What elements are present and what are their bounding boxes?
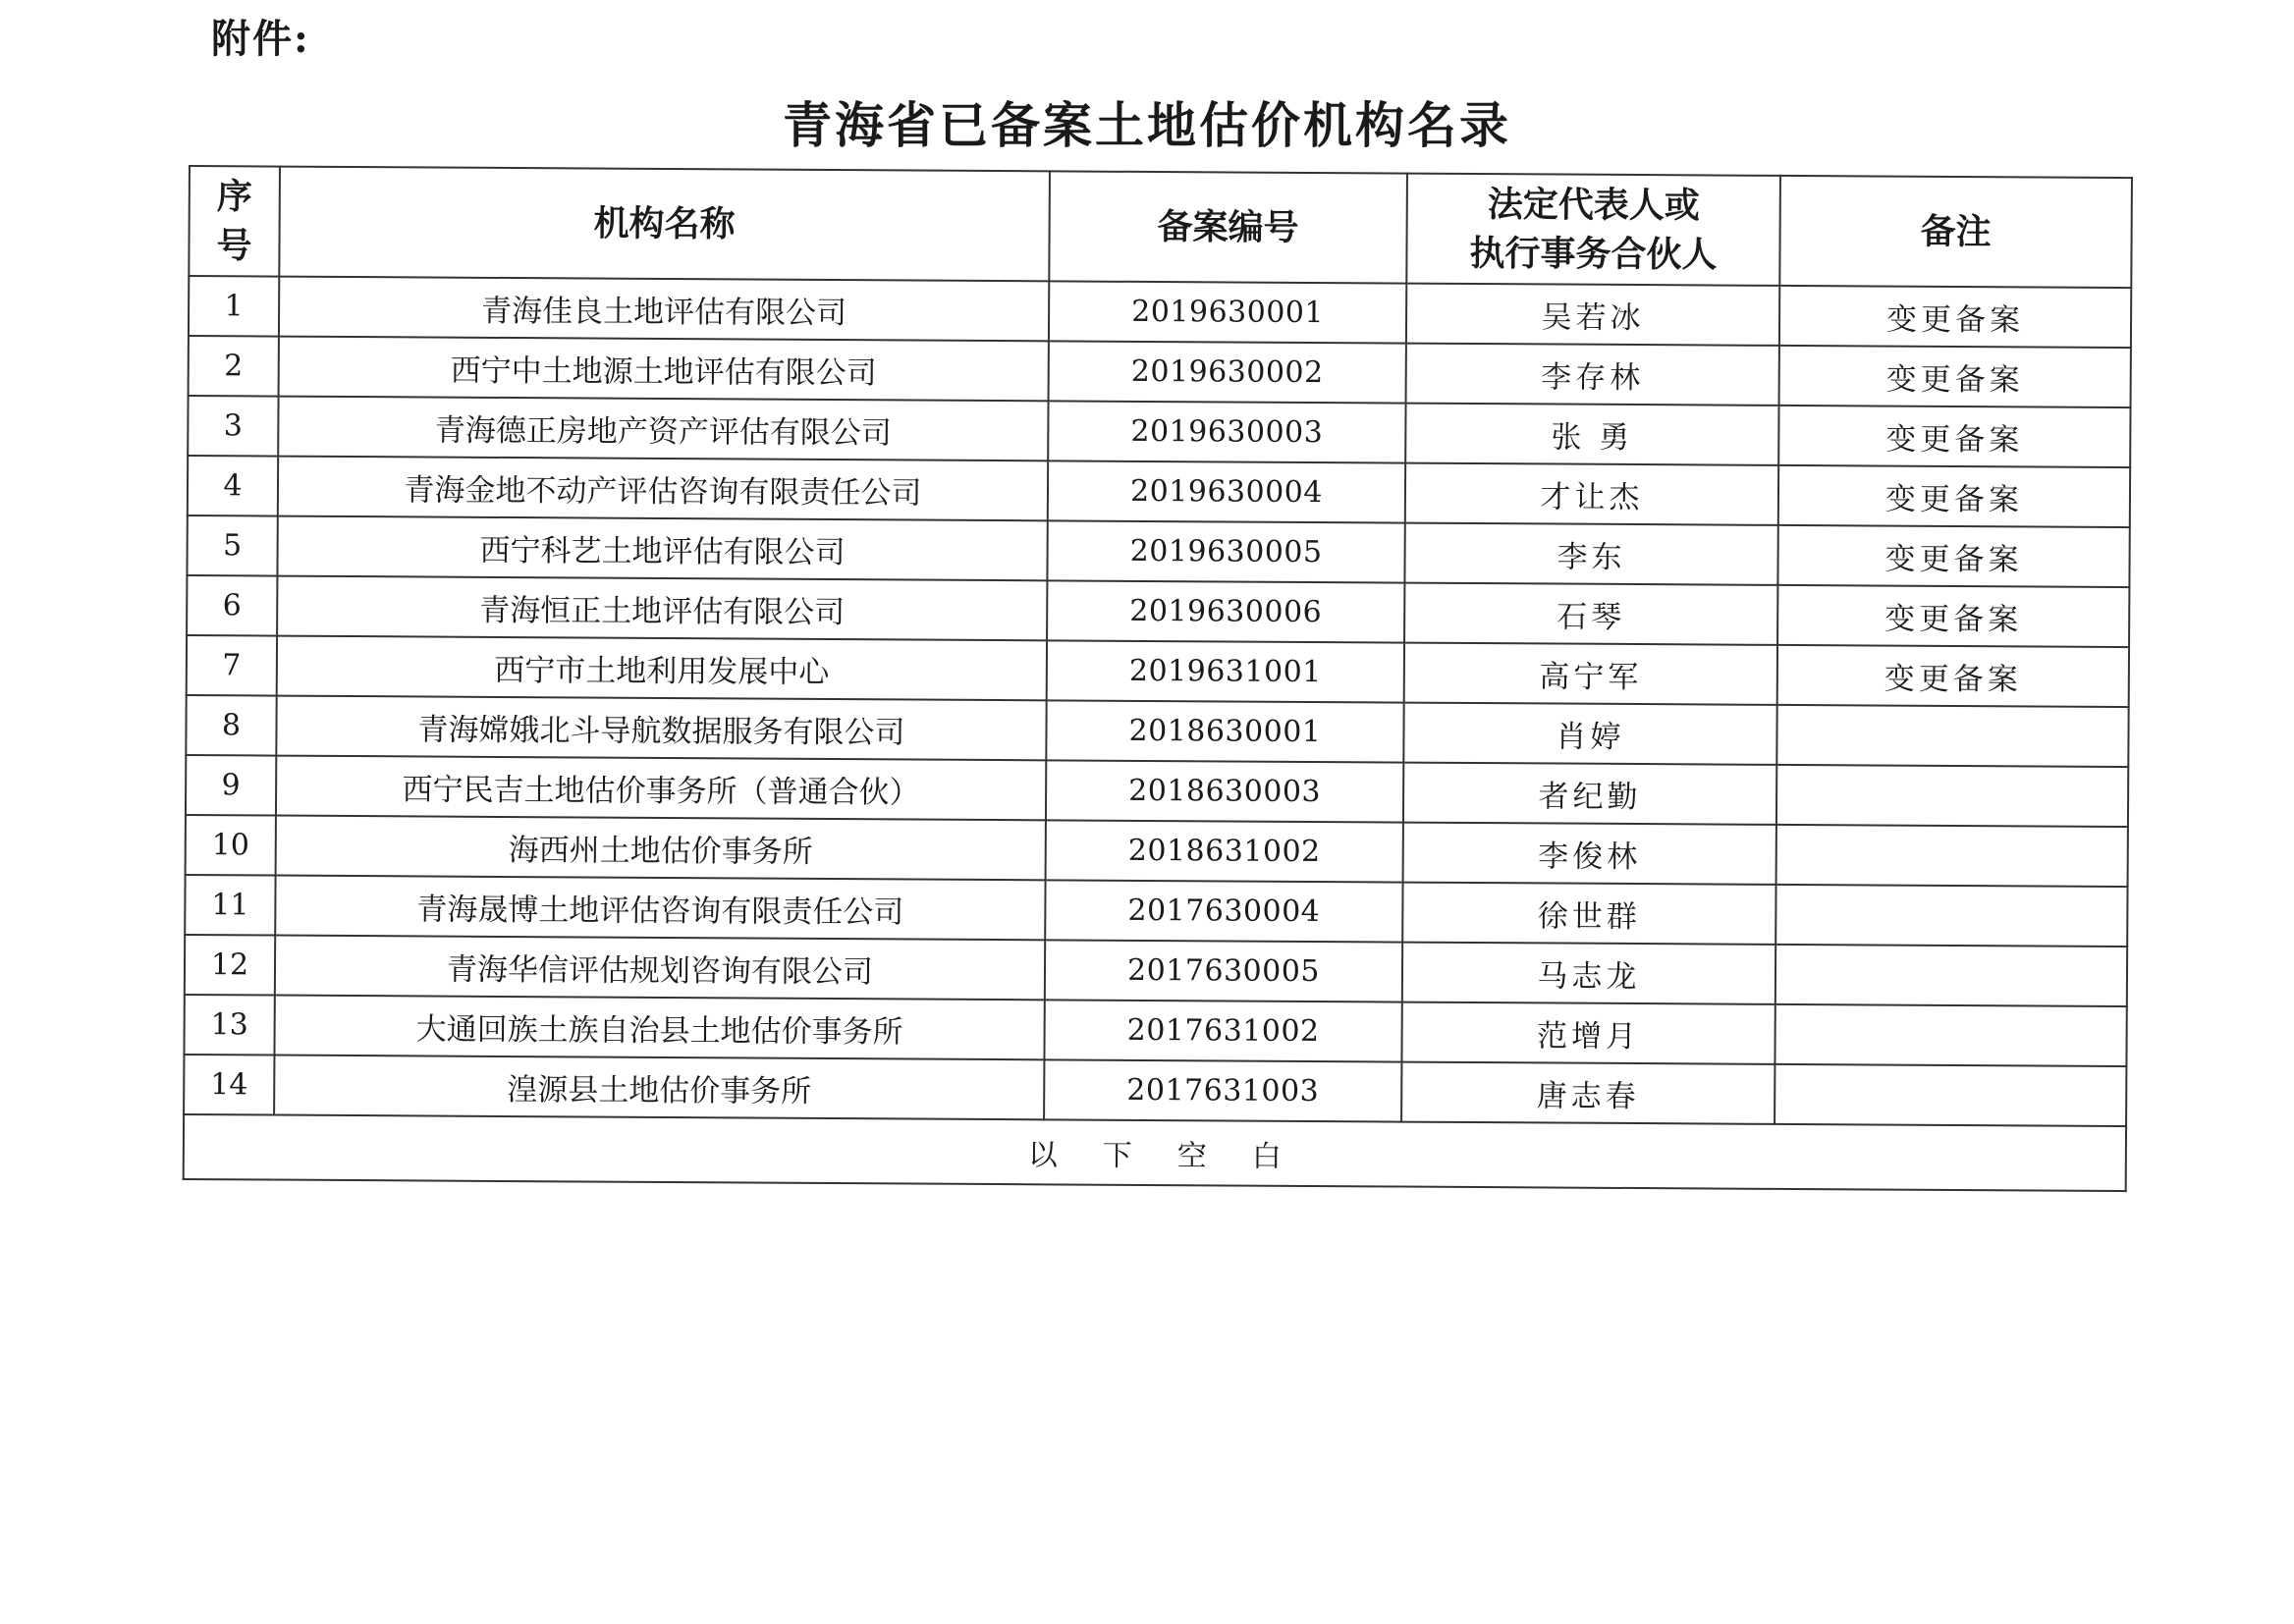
cell-name: 青海嫦娥北斗导航数据服务有限公司 <box>276 696 1046 761</box>
cell-remark <box>1776 705 2128 767</box>
header-remark: 备注 <box>1779 176 2132 288</box>
cell-seq: 13 <box>184 995 274 1056</box>
cell-person: 高宁军 <box>1404 643 1777 705</box>
cell-code: 2018631002 <box>1046 820 1403 882</box>
cell-name: 青海恒正土地评估有限公司 <box>277 576 1047 641</box>
cell-person: 徐世群 <box>1402 883 1775 945</box>
cell-seq: 5 <box>187 515 277 576</box>
cell-remark: 变更备案 <box>1778 406 2130 467</box>
cell-name: 青海晟博土地评估咨询有限责任公司 <box>275 876 1045 941</box>
cell-name: 海西州土地估价事务所 <box>276 816 1046 881</box>
cell-name: 青海佳良土地评估有限公司 <box>279 277 1049 342</box>
cell-person: 李俊林 <box>1403 823 1776 885</box>
cell-person: 马志龙 <box>1402 943 1775 1004</box>
cell-person: 石琴 <box>1404 583 1777 645</box>
header-seq <box>189 166 280 277</box>
cell-name: 大通回族土族自治县土地估价事务所 <box>274 996 1044 1060</box>
cell-remark: 变更备案 <box>1779 346 2131 407</box>
cell-seq: 11 <box>185 875 275 936</box>
header-rep-line2: 执行事务合伙人 <box>1469 232 1718 276</box>
cell-remark: 变更备案 <box>1779 286 2131 348</box>
cell-person: 范增月 <box>1401 1002 1775 1064</box>
footer-note: 以下空白 <box>184 1114 2126 1191</box>
cell-remark: 变更备案 <box>1777 525 2129 587</box>
header-seq-line1: 序 <box>216 176 252 218</box>
cell-person: 才让杰 <box>1405 463 1778 525</box>
cell-seq: 1 <box>189 276 279 337</box>
cell-code: 2017631002 <box>1044 1000 1401 1061</box>
cell-remark <box>1775 885 2127 947</box>
header-name: 机构名称 <box>279 167 1050 282</box>
cell-person: 吴若冰 <box>1406 284 1779 346</box>
cell-name: 湟源县土地估价事务所 <box>274 1056 1044 1120</box>
cell-remark: 变更备案 <box>1778 465 2130 527</box>
cell-person: 肖婷 <box>1403 703 1776 765</box>
cell-remark <box>1775 945 2127 1006</box>
cell-code: 2017631003 <box>1044 1059 1401 1121</box>
cell-code: 2017630004 <box>1045 880 1402 942</box>
cell-seq: 6 <box>187 575 277 636</box>
cell-person: 李存林 <box>1406 344 1779 406</box>
cell-seq: 10 <box>186 815 276 876</box>
page-title: 青海省已备案土地估价机构名录 <box>783 96 1511 154</box>
cell-remark <box>1775 1004 2126 1066</box>
cell-seq: 3 <box>188 396 278 457</box>
cell-seq: 8 <box>186 695 276 756</box>
cell-code: 2017630005 <box>1045 940 1402 1001</box>
cell-person: 者纪勤 <box>1403 763 1776 825</box>
cell-person: 李东 <box>1404 523 1777 585</box>
cell-seq: 4 <box>188 456 278 516</box>
cell-name: 青海华信评估规划咨询有限公司 <box>275 936 1045 1001</box>
cell-remark: 变更备案 <box>1777 585 2129 647</box>
header-seq-line2: 号 <box>216 225 252 267</box>
cell-remark: 变更备案 <box>1777 645 2129 707</box>
header-representative <box>1406 174 1780 286</box>
cell-name: 西宁市土地利用发展中心 <box>277 636 1047 701</box>
cell-remark <box>1776 765 2128 827</box>
institution-table <box>183 165 2133 1192</box>
cell-name: 西宁科艺土地评估有限公司 <box>277 516 1047 581</box>
cell-code: 2019630002 <box>1049 341 1406 403</box>
cell-name: 青海德正房地产资产评估有限公司 <box>278 397 1048 461</box>
cell-seq: 14 <box>184 1055 274 1115</box>
cell-code: 2018630003 <box>1046 760 1403 822</box>
cell-code: 2019630001 <box>1049 281 1406 343</box>
cell-code: 2019630005 <box>1047 520 1404 582</box>
cell-code: 2019630003 <box>1048 401 1405 462</box>
cell-code: 2019630006 <box>1047 580 1404 642</box>
cell-person: 唐志春 <box>1401 1062 1775 1124</box>
attachment-label: 附件: <box>211 16 310 62</box>
cell-name: 西宁民吉土地估价事务所（普通合伙） <box>276 756 1046 821</box>
cell-name: 西宁中土地源土地评估有限公司 <box>279 337 1049 402</box>
cell-name: 青海金地不动产评估咨询有限责任公司 <box>278 457 1048 521</box>
cell-code: 2019630004 <box>1048 460 1405 522</box>
header-rep-line1: 法定代表人或 <box>1487 184 1700 227</box>
cell-seq: 2 <box>189 336 279 397</box>
cell-code: 2019631001 <box>1047 640 1404 702</box>
table-header-row <box>189 166 2132 288</box>
cell-remark <box>1776 825 2128 887</box>
cell-remark <box>1775 1064 2126 1126</box>
cell-person: 张 勇 <box>1405 404 1778 465</box>
cell-code: 2018630001 <box>1046 700 1403 762</box>
cell-seq: 12 <box>185 935 275 996</box>
cell-seq: 9 <box>186 755 276 816</box>
table-footer-row <box>184 1114 2126 1191</box>
cell-seq: 7 <box>187 635 277 696</box>
header-code: 备案编号 <box>1049 171 1407 283</box>
